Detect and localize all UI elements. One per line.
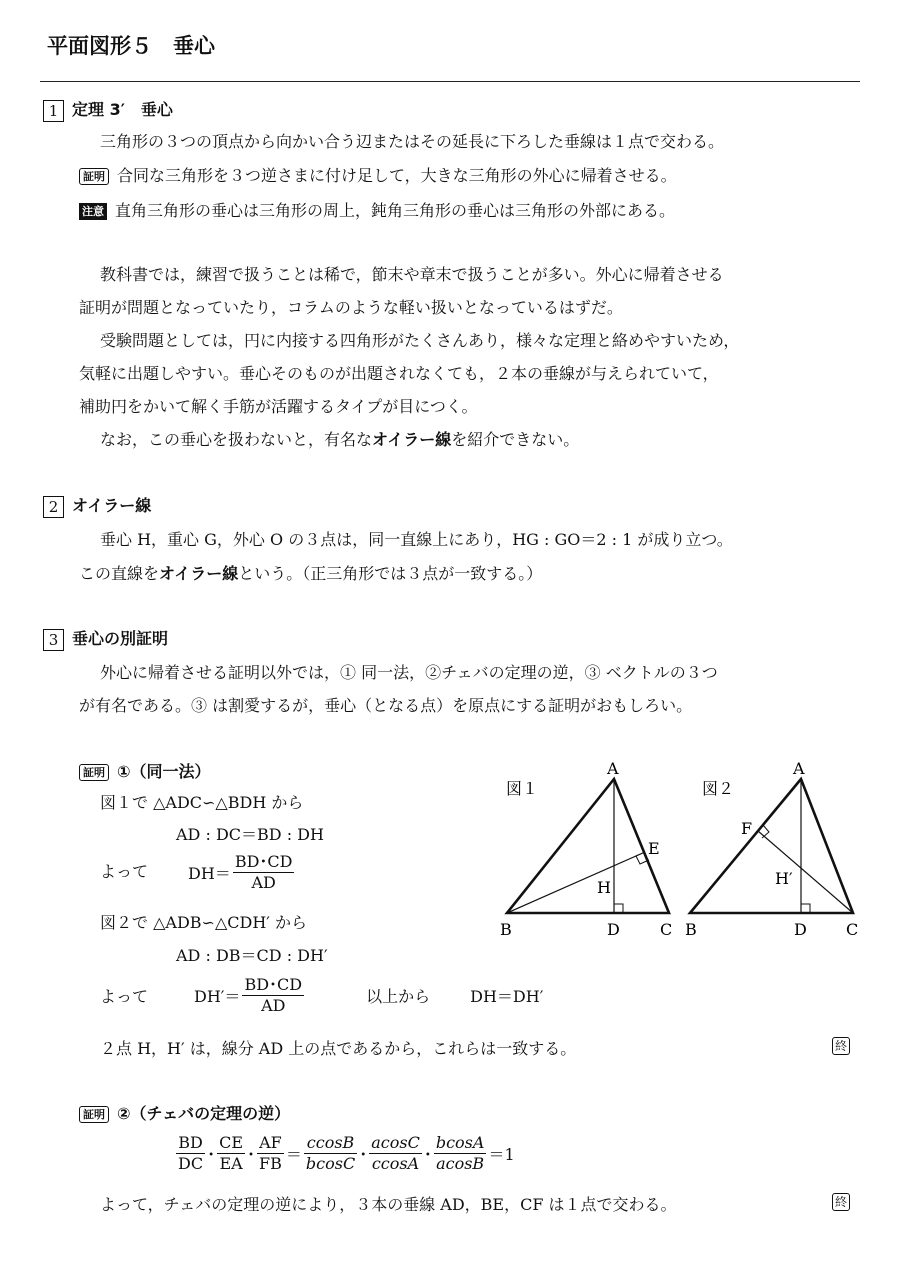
ijou-text: 以上から xyxy=(366,987,431,1006)
dot: ･ xyxy=(359,1145,368,1164)
proof-2-conclusion: よって，チェバの定理の逆により，３本の垂線 AD，BE，CF は１点で交わる。 xyxy=(100,1195,677,1214)
numerator: bcosA xyxy=(435,1133,485,1152)
proof-text: 合同な三角形を３つ逆さまに付け足して，大きな三角形の外心に帰着させる。 xyxy=(117,166,677,185)
euler-line-term: オイラー線 xyxy=(372,430,452,449)
numerator: BD･CD xyxy=(234,852,293,871)
vertex-d: D xyxy=(607,920,620,939)
para-line-1: 教科書では，練習で扱うことは稀で，節末や章末で扱うことが多い。外心に帰着させる xyxy=(100,265,724,284)
vertex-f: F xyxy=(741,819,753,838)
figure-1 xyxy=(500,759,672,939)
triangle-abc xyxy=(507,779,669,913)
vertex-c: C xyxy=(660,920,673,939)
right-angle-d xyxy=(801,904,810,913)
vertex-h: H xyxy=(597,878,611,897)
result-text: DH＝DH′ xyxy=(470,987,544,1006)
section-number: 3 xyxy=(43,629,64,651)
theorem-statement: 三角形の３つの頂点から向かい合う辺またはその延長に下ろした垂線は１点で交わる。 xyxy=(100,132,725,151)
vertex-a: A xyxy=(793,759,805,778)
para-line-3: 受験問題としては，円に内接する四角形がたくさんあり，様々な定理と絡めやすいため， xyxy=(100,331,740,350)
denominator: FB xyxy=(259,1154,282,1173)
figure-1-label: 図１ xyxy=(506,779,539,798)
denominator: bcosC xyxy=(305,1154,356,1173)
alt-proof-line-1: 外心に帰着させる証明以外では，① 同一法，②チェバの定理の逆，③ ベクトルの３つ xyxy=(100,663,718,682)
yotte-text: よって xyxy=(100,862,149,881)
altitude-cf xyxy=(758,831,853,913)
denominator: acosB xyxy=(436,1154,485,1173)
vertex-h-prime: H′ xyxy=(775,869,793,888)
denominator: AD xyxy=(261,996,286,1015)
equals-one: ＝1 xyxy=(488,1145,515,1164)
euler-line-term: オイラー線 xyxy=(159,564,239,583)
para-line-2: 証明が問題となっていたり，コラムのような軽い扱いとなっているはずだ。 xyxy=(79,298,623,317)
proof-1-line-1: 図１で △ADC∽△BDH から xyxy=(100,793,304,812)
proof-2-heading xyxy=(79,1101,290,1124)
para-line-5: 補助円をかいて解く手筋が活躍するタイプが目につく。 xyxy=(79,397,478,416)
section-title: 定理 3′ 垂心 xyxy=(72,100,173,119)
numerator: BD･CD xyxy=(244,975,303,994)
ceva-equation xyxy=(174,1133,515,1174)
dot: ･ xyxy=(207,1145,216,1164)
section-title: 垂心の別証明 xyxy=(72,629,169,648)
page-title: 平面図形５ 垂心 xyxy=(47,34,215,58)
euler-text: という。（正三角形では３点が一致する。） xyxy=(238,564,543,583)
section-number: 2 xyxy=(43,496,64,518)
vertex-a: A xyxy=(607,759,619,778)
proof-1-ratio-1: AD : DC＝BD : DH xyxy=(176,825,324,844)
denominator: EA xyxy=(219,1154,243,1173)
fraction xyxy=(217,1133,245,1174)
note-tag: 注意 xyxy=(79,203,107,220)
dot: ･ xyxy=(423,1145,432,1164)
para-line-4: 気軽に出題しやすい。垂心そのものが出題されなくても，２本の垂線が与えられていて， xyxy=(79,364,719,383)
dot: ･ xyxy=(247,1145,256,1164)
euler-text: この直線を xyxy=(79,564,160,583)
vertex-e: E xyxy=(648,839,660,858)
section-title: オイラー線 xyxy=(72,496,152,515)
yotte-text: よって xyxy=(100,987,149,1006)
end-icon: 終 xyxy=(832,1193,850,1211)
section-number: 1 xyxy=(43,100,64,122)
proof-2-title: ②（チェバの定理の逆） xyxy=(117,1104,291,1123)
note-text: 直角三角形の垂心は三角形の周上，鈍角三角形の垂心は三角形の外部にある。 xyxy=(115,201,676,220)
proof-1-ratio-2: AD : DB＝CD : DH′ xyxy=(176,946,328,965)
denominator: DC xyxy=(178,1154,204,1173)
fraction xyxy=(369,1133,422,1174)
vertex-c: C xyxy=(846,920,859,939)
altitude-be xyxy=(507,852,645,913)
vertex-b: B xyxy=(500,920,512,939)
end-mark xyxy=(832,1191,850,1211)
fraction xyxy=(176,1133,205,1174)
proof-tag: 証明 xyxy=(79,1106,109,1123)
proof-1-conclusion: ２点 H，H′ は，線分 AD 上の点であるから，これらは一致する。 xyxy=(100,1039,577,1058)
para-text: を紹介できない。 xyxy=(451,430,580,449)
proof-tag: 証明 xyxy=(79,168,109,185)
numerator: AF xyxy=(257,1133,284,1154)
euler-line-1: 垂心 H，重心 G，外心 O の３点は，同一直線上にあり，HG : GO＝2 : 1 が成り立つ。 xyxy=(100,530,733,549)
figure-2 xyxy=(685,759,858,939)
numerator: CE xyxy=(219,1133,244,1152)
eq-lhs: DH＝ xyxy=(188,864,231,883)
denominator: AD xyxy=(251,873,276,892)
figure-2-label: 図２ xyxy=(702,779,735,798)
proof-1-line-3: 図２で △ADB∽△CDH′ から xyxy=(100,913,307,932)
fraction xyxy=(304,1133,357,1174)
fraction xyxy=(434,1133,487,1174)
triangle-abc xyxy=(690,779,853,913)
eq-lhs: DH′＝ xyxy=(194,987,241,1006)
fraction xyxy=(257,1133,284,1174)
vertex-b: B xyxy=(685,920,697,939)
proof-tag: 証明 xyxy=(79,764,109,781)
alt-proof-line-2: が有名である。③ は割愛するが，垂心（となる点）を原点にする証明がおもしろい。 xyxy=(79,696,693,715)
denominator: ccosA xyxy=(371,1154,420,1173)
equals: ＝ xyxy=(285,1145,302,1164)
right-angle-d xyxy=(614,904,623,913)
numerator: acosC xyxy=(371,1133,420,1152)
numerator: ccosB xyxy=(304,1133,357,1154)
proof-1-title: ①（同一法） xyxy=(117,762,211,781)
end-icon: 終 xyxy=(832,1037,850,1055)
vertex-d: D xyxy=(794,920,807,939)
para-text: なお，この垂心を扱わないと，有名な xyxy=(100,430,373,449)
numerator: BD xyxy=(176,1133,205,1154)
